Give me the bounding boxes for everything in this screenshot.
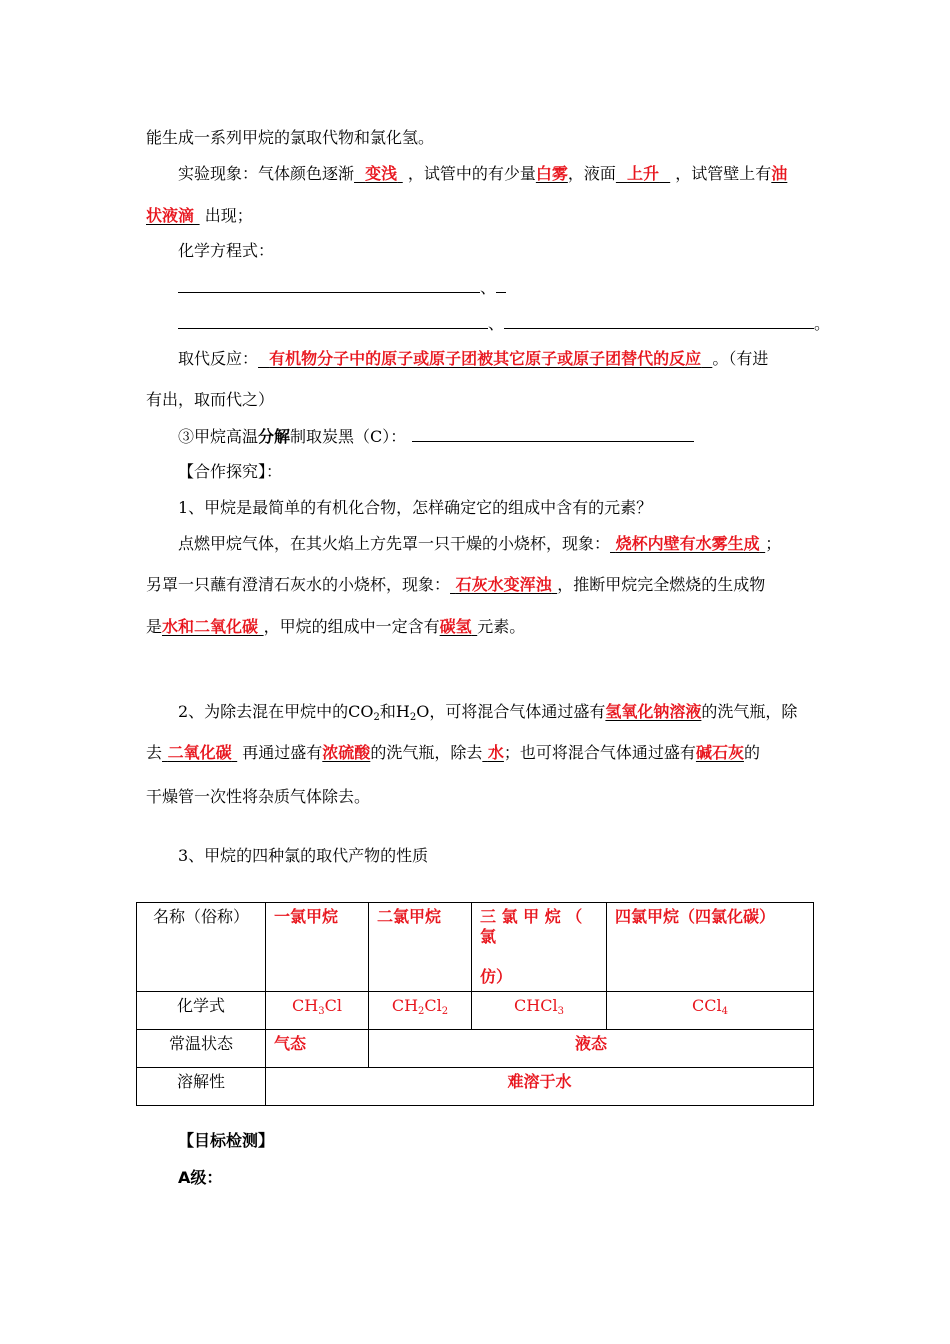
question-1-line-1: 点燃甲烷气体，在其火焰上方先罩一只干燥的小烧杯，现象： 烧杯内壁有水雾生成 ； bbox=[178, 534, 782, 553]
question-1-title: 1、甲烷是最简单的有机化合物，怎样确定它的组成中含有的元素？ bbox=[178, 498, 653, 517]
answer-soda-lime: 碱石灰 bbox=[695, 743, 744, 762]
table-cell-formula: $CH_3Cl$ bbox=[266, 992, 369, 1030]
level-a-label: A级： bbox=[178, 1168, 223, 1187]
table-cell-name: 一氯甲烷 bbox=[266, 903, 369, 992]
substitution-reaction: 取代反应： 有机物分子中的原子或原子团被其它原子或原子团替代的反应 。（有进 bbox=[178, 349, 769, 368]
question-1-line-2: 另罩一只蘸有澄清石灰水的小烧杯，现象： 石灰水变浑浊 ，推断甲烷完全燃烧的生成物 bbox=[146, 575, 766, 594]
answer-substitution-definition: 有机物分子中的原子或原子团被其它原子或原子团替代的反应 bbox=[269, 349, 702, 368]
decomposition-blank[interactable] bbox=[412, 427, 694, 442]
section-heading-coop: 【合作探究】： bbox=[178, 462, 283, 481]
question-2-line-2: 去 二氧化碳 再通过盛有浓硫酸的洗气瓶，除去 水；也可将混合气体通过盛有碱石灰的 bbox=[146, 743, 760, 762]
section-heading-target: 【目标检测】 bbox=[178, 1131, 275, 1150]
answer-fade: 变浅 bbox=[365, 164, 398, 183]
question-1-line-3: 是水和二氧化碳 ，甲烷的组成中一定含有碳氢 元素。 bbox=[146, 617, 526, 636]
answer-carbon-hydrogen: 碳氢 bbox=[439, 617, 472, 636]
table-cell-formula: $CH_2Cl_2$ bbox=[369, 992, 472, 1030]
answer-sulfuric-acid: 浓硫酸 bbox=[322, 743, 371, 762]
experiment-phenomena-cont: 状液滴 出现； bbox=[146, 206, 253, 225]
equation-line-2: 、 。 bbox=[178, 314, 830, 334]
table-cell-formula: CHCl$_3$ bbox=[472, 992, 607, 1030]
answer-oil-2: 状液滴 bbox=[146, 206, 195, 225]
question-2-line-1: 2、为除去混在甲烷中的$CO_2$和$H_2O$，可将混合气体通过盛有氢氧化钠溶液的洗气瓶，除 bbox=[178, 702, 798, 723]
answer-co2: 二氧化碳 bbox=[167, 743, 232, 762]
equation-blank[interactable] bbox=[178, 314, 488, 329]
equation-blank[interactable] bbox=[504, 314, 814, 329]
table-header-state: 常温状态 bbox=[137, 1030, 266, 1068]
table-cell-solubility: 难溶于水 bbox=[266, 1068, 814, 1106]
equation-blank[interactable] bbox=[178, 278, 480, 293]
answer-white-fog: 白雾 bbox=[535, 164, 568, 183]
table-cell-formula: CCl$_4$ bbox=[607, 992, 814, 1030]
table-header-name: 名称（俗称） bbox=[137, 903, 266, 992]
answer-oil-1: 油 bbox=[771, 164, 788, 183]
answer-water: 水 bbox=[487, 743, 504, 762]
table-header-formula: 化学式 bbox=[137, 992, 266, 1030]
table-cell-state: 气态 bbox=[266, 1030, 369, 1068]
chloromethane-properties-table bbox=[136, 902, 814, 1106]
paragraph-line: 能生成一系列甲烷的氯取代物和氯化氢。 bbox=[146, 128, 435, 147]
table-cell-name: 三 氯 甲 烷 （ 氯 仿） bbox=[472, 903, 607, 992]
experiment-phenomena: 实验现象：气体颜色逐渐 变浅 ，试管中的有少量白雾，液面 上升 ，试管壁上有油 bbox=[178, 164, 788, 183]
table-cell-state: 液态 bbox=[369, 1030, 814, 1068]
equation-blank[interactable] bbox=[496, 278, 506, 293]
answer-water-mist: 烧杯内壁有水雾生成 bbox=[615, 534, 760, 553]
decomposition-line: ③甲烷高温分解制取炭黑（C）： bbox=[178, 427, 694, 447]
equation-label: 化学方程式： bbox=[178, 241, 275, 260]
table-header-solubility: 溶解性 bbox=[137, 1068, 266, 1106]
substitution-reaction-cont: 有出，取而代之） bbox=[146, 390, 275, 409]
answer-naoh-solution: 氢氧化钠溶液 bbox=[605, 702, 702, 721]
answer-rise: 上升 bbox=[627, 164, 660, 183]
equation-line-1: 、 bbox=[178, 278, 506, 298]
table-cell-name: 四氯甲烷（四氯化碳） bbox=[607, 903, 814, 992]
question-3-title: 3、甲烷的四种氯的取代产物的性质 bbox=[178, 846, 429, 865]
answer-limewater-turbid: 石灰水变浑浊 bbox=[455, 575, 552, 594]
answer-water-co2: 水和二氧化碳 bbox=[162, 617, 259, 636]
table-cell-name: 二氯甲烷 bbox=[369, 903, 472, 992]
question-2-line-3: 干燥管一次性将杂质气体除去。 bbox=[146, 787, 371, 806]
